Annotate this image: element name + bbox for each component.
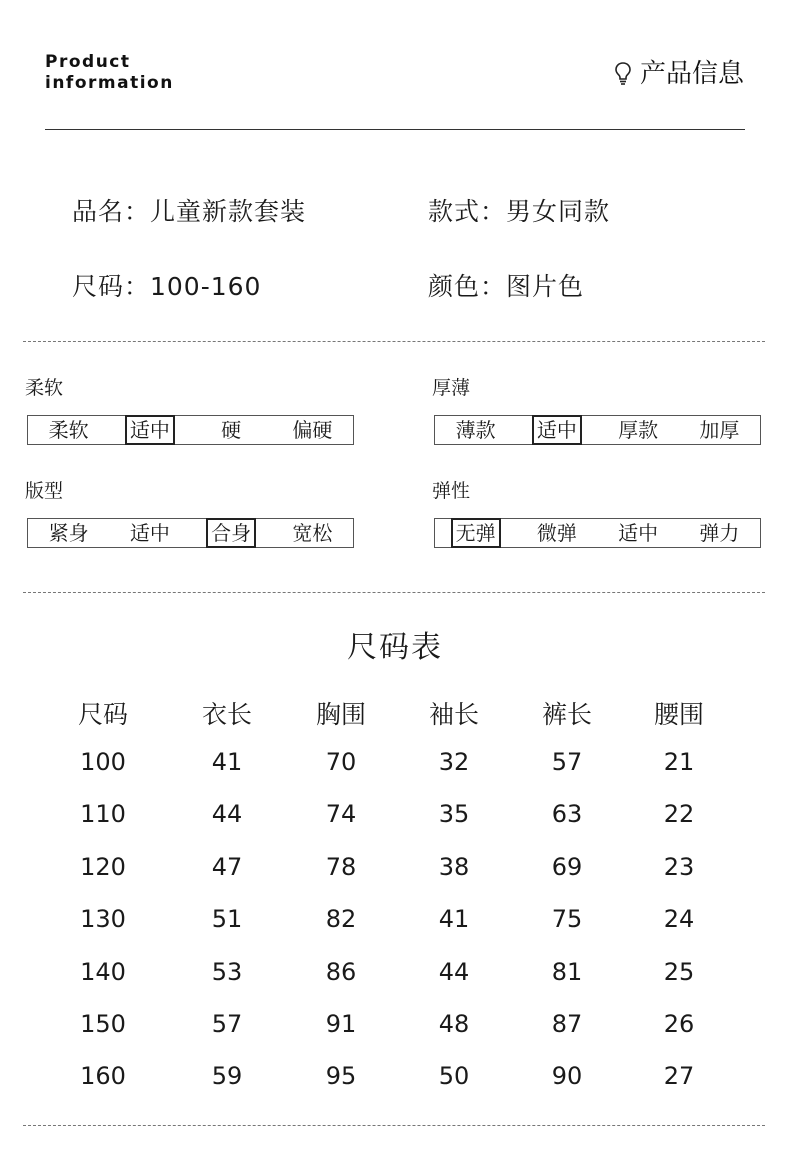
scale-option xyxy=(109,416,190,444)
table-cell: 50 xyxy=(438,1062,470,1091)
scale-option xyxy=(435,416,516,444)
table-cell: 25 xyxy=(663,957,695,986)
table-cell: 22 xyxy=(663,800,695,829)
scale-option xyxy=(28,519,109,547)
table-header-cell: 裤长 xyxy=(541,700,592,729)
scale-option xyxy=(109,519,190,547)
table-cell: 38 xyxy=(438,852,470,881)
table-cell: 78 xyxy=(325,852,357,881)
product-size-range: 尺码：100-160 xyxy=(72,272,262,301)
scale-option-label: 偏硬 xyxy=(292,418,333,442)
table-cell: 51 xyxy=(211,905,243,934)
table-cell: 82 xyxy=(325,905,357,934)
section-divider xyxy=(23,341,765,342)
table-cell: 140 xyxy=(80,957,126,986)
thickness-label: 厚薄 xyxy=(432,377,471,399)
scale-option-selected: 合身 xyxy=(206,518,256,548)
english-title-line1: Product xyxy=(45,52,131,72)
table-cell: 24 xyxy=(663,905,695,934)
english-title xyxy=(45,52,174,94)
table-cell: 26 xyxy=(663,1010,695,1038)
table-cell: 91 xyxy=(325,1010,357,1038)
scale-option-label: 硬 xyxy=(221,418,242,442)
table-cell: 57 xyxy=(551,748,583,776)
scale-option-label: 宽松 xyxy=(292,521,333,545)
table-header-cell: 腰围 xyxy=(653,700,704,729)
table-cell: 86 xyxy=(325,957,357,986)
table-header-cell: 尺码 xyxy=(77,700,128,729)
table-cell: 87 xyxy=(551,1010,583,1038)
scale-option xyxy=(435,519,516,547)
product-style: 款式：男女同款 xyxy=(428,197,611,226)
chinese-title xyxy=(614,58,744,90)
scale-option-selected: 适中 xyxy=(532,415,582,445)
table-cell: 41 xyxy=(211,748,243,776)
product-name: 品名：儿童新款套装 xyxy=(72,197,307,226)
table-cell: 47 xyxy=(211,852,243,881)
table-cell: 75 xyxy=(551,905,583,934)
table-cell: 35 xyxy=(438,800,470,829)
scale-option xyxy=(516,519,597,547)
table-cell: 130 xyxy=(80,905,126,934)
scale-option-label: 弹力 xyxy=(699,521,740,545)
table-cell: 27 xyxy=(663,1062,695,1091)
scale-option xyxy=(679,519,760,547)
table-cell: 41 xyxy=(438,905,470,934)
scale-option xyxy=(191,519,272,547)
scale-option xyxy=(272,519,353,547)
scale-option-label: 薄款 xyxy=(455,418,496,442)
table-cell: 69 xyxy=(551,852,583,881)
table-header-cell: 胸围 xyxy=(315,700,366,729)
table-cell: 150 xyxy=(80,1010,126,1038)
table-cell: 59 xyxy=(211,1062,243,1091)
table-cell: 57 xyxy=(211,1010,243,1038)
fit-scale xyxy=(27,518,354,548)
scale-option-label: 微弹 xyxy=(536,521,577,545)
section-divider xyxy=(23,1125,765,1126)
elasticity-scale xyxy=(434,518,761,548)
scale-option-label: 紧身 xyxy=(48,521,89,545)
table-cell: 63 xyxy=(551,800,583,829)
table-cell: 160 xyxy=(80,1062,126,1091)
scale-option-selected: 无弹 xyxy=(451,518,501,548)
table-cell: 74 xyxy=(325,800,357,829)
table-cell: 90 xyxy=(551,1062,583,1091)
scale-option xyxy=(598,416,679,444)
softness-label: 柔软 xyxy=(25,377,64,399)
table-cell: 21 xyxy=(663,748,695,776)
scale-option-selected: 适中 xyxy=(125,415,175,445)
softness-scale xyxy=(27,415,354,445)
table-cell: 32 xyxy=(438,748,470,776)
scale-option xyxy=(679,416,760,444)
english-title-line2: information xyxy=(45,73,174,93)
table-cell: 100 xyxy=(80,748,126,776)
table-cell: 120 xyxy=(80,852,126,881)
thickness-scale xyxy=(434,415,761,445)
table-cell: 70 xyxy=(325,748,357,776)
table-header-cell: 袖长 xyxy=(428,700,479,729)
table-cell: 44 xyxy=(211,800,243,829)
table-cell: 23 xyxy=(663,852,695,881)
scale-option xyxy=(28,416,109,444)
scale-option-label: 柔软 xyxy=(48,418,89,442)
table-cell: 48 xyxy=(438,1010,470,1038)
section-divider xyxy=(23,592,765,593)
elasticity-label: 弹性 xyxy=(432,480,471,502)
scale-option xyxy=(272,416,353,444)
fit-label: 版型 xyxy=(25,480,64,502)
scale-option-label: 适中 xyxy=(618,521,659,545)
product-color: 颜色：图片色 xyxy=(428,272,585,301)
table-cell: 81 xyxy=(551,957,583,986)
table-cell: 95 xyxy=(325,1062,357,1091)
size-table-title: 尺码表 xyxy=(347,630,443,665)
table-header-cell: 衣长 xyxy=(201,700,252,729)
scale-option-label: 厚款 xyxy=(618,418,659,442)
scale-option xyxy=(191,416,272,444)
lightbulb-icon xyxy=(614,61,632,87)
scale-option xyxy=(598,519,679,547)
scale-option xyxy=(516,416,597,444)
table-cell: 44 xyxy=(438,957,470,986)
table-cell: 110 xyxy=(80,800,126,829)
header-divider xyxy=(45,129,745,130)
table-cell: 53 xyxy=(211,957,243,986)
scale-option-label: 适中 xyxy=(129,521,170,545)
chinese-title-text: 产品信息 xyxy=(639,59,744,89)
scale-option-label: 加厚 xyxy=(699,418,740,442)
